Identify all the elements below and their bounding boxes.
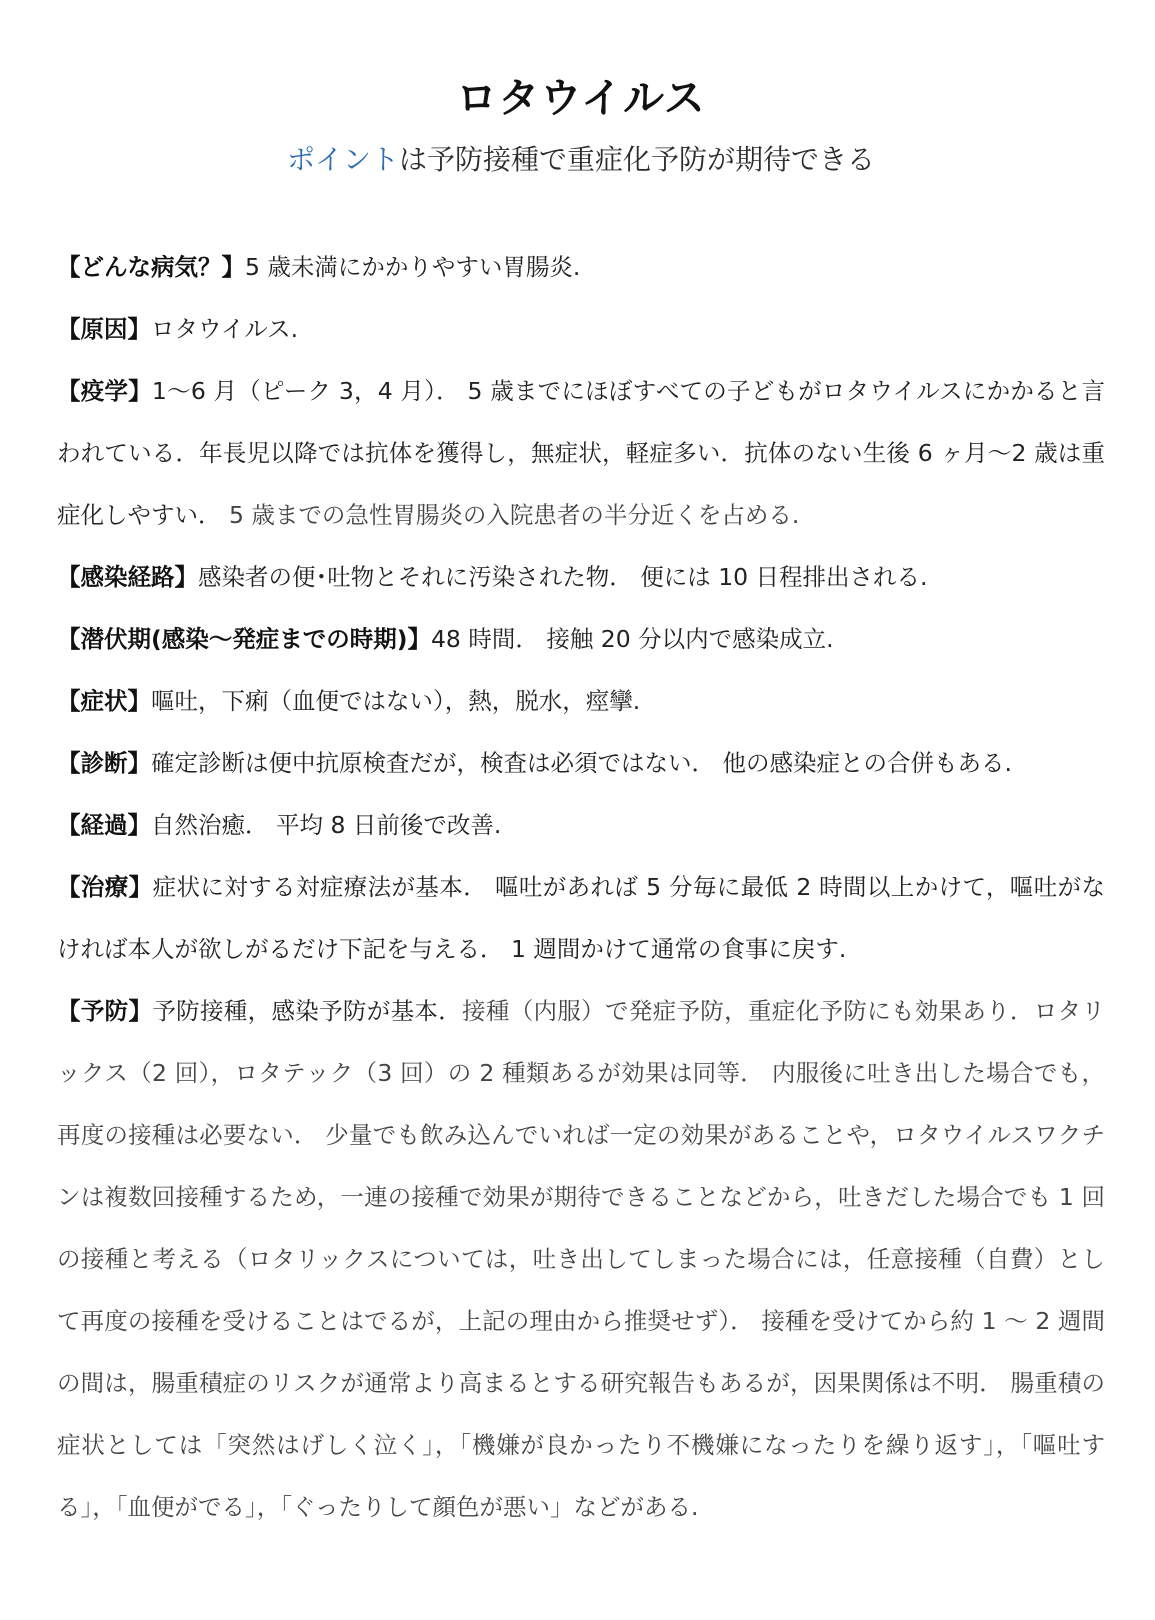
section-text: 自然治癒． 平均 8 日前後で改善. xyxy=(151,811,502,839)
section-prevention xyxy=(57,980,1105,1538)
section-label: 【治療】 xyxy=(57,873,153,901)
subtitle-accent: ポイント xyxy=(286,143,399,176)
section-diagnosis xyxy=(57,732,1105,794)
section-what-disease xyxy=(57,236,1105,298)
section-label: 【疫学】 xyxy=(57,377,152,405)
section-treatment xyxy=(57,856,1105,980)
section-label: 【経過】 xyxy=(57,811,151,839)
section-cause xyxy=(57,298,1105,360)
section-text: 1～6 月（ピーク 3，4 月）． 5 歳までにほぼすべての子どもがロタウイルスにかかると言われている．年長児以降では抗体を獲得し，無症状，軽症多い．抗体のない生後 6 ヶ月～2 歳は重症化しやすい． xyxy=(57,377,1106,529)
document-body xyxy=(57,236,1105,1538)
section-label: 【原因】 xyxy=(57,315,151,343)
section-course xyxy=(57,794,1105,856)
section-text: 症状に対する対症療法が基本． 嘔吐があれば 5 分毎に最低 2 時間以上かけて，嘔吐がなければ本人が欲しがるだけ下記を与える． 1 週間かけて通常の食事に戻す. xyxy=(57,873,1105,963)
section-epidemiology xyxy=(57,360,1105,546)
section-label: 【予防】 xyxy=(57,997,153,1025)
section-transmission xyxy=(57,546,1105,608)
section-label: 【症状】 xyxy=(57,687,151,715)
section-text: 予防接種，感染予防が基本． xyxy=(152,997,463,1025)
section-text: ロタウイルス. xyxy=(151,315,299,343)
section-text: 感染者の便･吐物とそれに汚染された物． 便には 10 日程排出される. xyxy=(198,563,928,591)
page-title: ロタウイルス xyxy=(456,74,706,122)
section-text: 48 時間． 接触 20 分以内で感染成立. xyxy=(430,625,834,653)
section-label: 【感染経路】 xyxy=(57,563,198,591)
section-incubation xyxy=(57,608,1105,670)
section-text: 嘔吐，下痢（血便ではない），熱，脱水，痙攣. xyxy=(151,687,641,715)
section-text: 確定診断は便中抗原検査だが，検査は必須ではない． 他の感染症との合併もある. xyxy=(151,749,1012,777)
section-text: 5 歳未満にかかりやすい胃腸炎. xyxy=(245,253,581,281)
section-label: 【潜伏期(感染～発症までの時期)】 xyxy=(57,625,431,653)
section-label: 【どんな病気？】 xyxy=(57,253,245,281)
section-text-muted: 5 歳までの急性胃腸炎の入院患者の半分近くを占める. xyxy=(221,501,800,529)
section-symptoms xyxy=(57,670,1105,732)
section-label: 【診断】 xyxy=(57,749,151,777)
subtitle-text: は予防接種で重症化予防が期待できる xyxy=(399,143,876,176)
page-subtitle xyxy=(57,140,1105,180)
section-text-muted: 接種（内服）で発症予防，重症化予防にも効果あり．ロタリックス（2 回），ロタテック（3 回）の 2 種類あるが効果は同等． 内服後に吐き出した場合でも，再度の接種は必要ない． 少量でも飲み込んでいれば一定の効果があることや，ロタウイルスワクチンは複数回接種するため，一連の接種で効果が期待できることなどから，吐きだした場合でも 1 回の接種と考える（ロタリックスについては，吐き出してしまった場合には，任意接種（自費）として再度の接種を受けることはでるが，上記の理由から推奨せず）． 接種を受けてから約 1 ～ 2 週間の間は，腸重積症のリスクが通常より高まるとする研究報告もあるが，因果関係は不明． 腸重積の症状としては「突然はげしく泣く」，「機嫌が良かったり不機嫌になったりを繰り返す」，「嘔吐する」，「血便がでる」，「ぐったりして顔色が悪い」などがある. xyxy=(57,997,1106,1521)
